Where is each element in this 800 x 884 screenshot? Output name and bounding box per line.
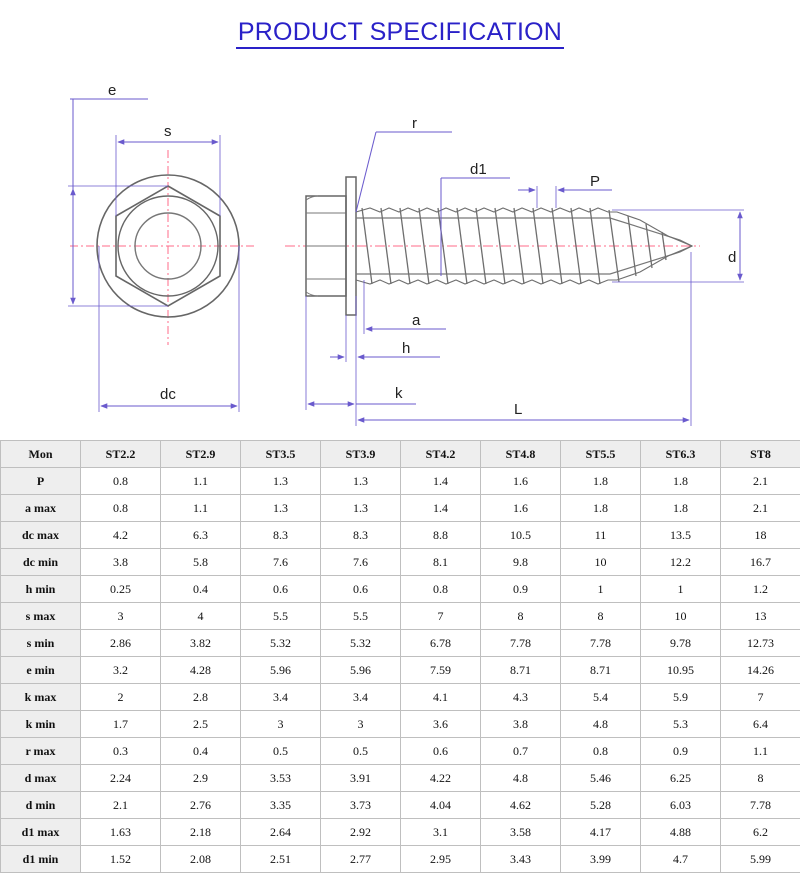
table-cell: 6.4 — [721, 711, 800, 738]
table-cell: 9.8 — [481, 549, 561, 576]
table-cell: 3.6 — [401, 711, 481, 738]
table-cell: 3 — [81, 603, 161, 630]
table-cell: 5.5 — [321, 603, 401, 630]
table-cell: 2.64 — [241, 819, 321, 846]
table-cell: 8.8 — [401, 522, 481, 549]
table-cell: 7.78 — [481, 630, 561, 657]
column-header-st3-5: ST3.5 — [241, 441, 321, 468]
table-cell: 2.95 — [401, 846, 481, 873]
table-cell: 7.6 — [321, 549, 401, 576]
table-cell: 4 — [161, 603, 241, 630]
table-cell: 4.28 — [161, 657, 241, 684]
table-header-row — [1, 441, 800, 468]
table-cell: 2.08 — [161, 846, 241, 873]
table-cell: 0.25 — [81, 576, 161, 603]
table-cell: 10.5 — [481, 522, 561, 549]
table-cell: 1.8 — [561, 468, 641, 495]
table-cell: 3.8 — [81, 549, 161, 576]
table-cell: 8 — [481, 603, 561, 630]
table-cell: 1 — [561, 576, 641, 603]
table-cell: 2.86 — [81, 630, 161, 657]
table-cell: 0.7 — [481, 738, 561, 765]
table-cell: 2.51 — [241, 846, 321, 873]
table-cell: 5.96 — [241, 657, 321, 684]
table-cell: 1.6 — [481, 468, 561, 495]
table-cell: 0.4 — [161, 576, 241, 603]
table-row — [1, 576, 800, 603]
table-cell: 0.3 — [81, 738, 161, 765]
row-label: e min — [1, 657, 81, 684]
column-header-st4-2: ST4.2 — [401, 441, 481, 468]
table-row — [1, 657, 800, 684]
row-label: s min — [1, 630, 81, 657]
dim-label-P: P — [590, 173, 601, 190]
table-cell: 5.46 — [561, 765, 641, 792]
column-header-st5-5: ST5.5 — [561, 441, 641, 468]
table-cell: 1.2 — [721, 576, 800, 603]
table-cell: 0.4 — [161, 738, 241, 765]
table-cell: 5.28 — [561, 792, 641, 819]
dim-label-a: a — [412, 312, 421, 329]
table-cell: 5.32 — [241, 630, 321, 657]
table-cell: 3.4 — [241, 684, 321, 711]
column-header-st2-2: ST2.2 — [81, 441, 161, 468]
table-cell: 4.22 — [401, 765, 481, 792]
table-row — [1, 468, 800, 495]
table-cell: 4.88 — [641, 819, 721, 846]
table-cell: 1.1 — [161, 495, 241, 522]
column-header-st8: ST8 — [721, 441, 800, 468]
table-cell: 4.2 — [81, 522, 161, 549]
table-cell: 0.9 — [641, 738, 721, 765]
table-row — [1, 603, 800, 630]
table-cell: 1.1 — [721, 738, 800, 765]
table-cell: 2.18 — [161, 819, 241, 846]
table-cell: 1 — [641, 576, 721, 603]
table-row — [1, 522, 800, 549]
row-label: r max — [1, 738, 81, 765]
table-row — [1, 711, 800, 738]
table-cell: 0.6 — [401, 738, 481, 765]
table-cell: 7.78 — [561, 630, 641, 657]
table-cell: 0.8 — [561, 738, 641, 765]
table-cell: 2.24 — [81, 765, 161, 792]
table-cell: 6.2 — [721, 819, 800, 846]
table-cell: 1.63 — [81, 819, 161, 846]
row-label: dc min — [1, 549, 81, 576]
table-cell: 2 — [81, 684, 161, 711]
table-cell: 1.3 — [241, 495, 321, 522]
table-cell: 4.3 — [481, 684, 561, 711]
dim-label-r: r — [412, 115, 417, 132]
table-cell: 0.6 — [241, 576, 321, 603]
screw-technical-drawing — [0, 0, 800, 440]
table-cell: 1.7 — [81, 711, 161, 738]
table-cell: 7.59 — [401, 657, 481, 684]
table-row — [1, 549, 800, 576]
table-cell: 3.2 — [81, 657, 161, 684]
table-cell: 6.25 — [641, 765, 721, 792]
table-cell: 5.8 — [161, 549, 241, 576]
table-cell: 8 — [561, 603, 641, 630]
row-label: dc max — [1, 522, 81, 549]
table-row — [1, 765, 800, 792]
column-header-st4-8: ST4.8 — [481, 441, 561, 468]
row-label: d1 min — [1, 846, 81, 873]
table-cell: 10.95 — [641, 657, 721, 684]
table-cell: 5.96 — [321, 657, 401, 684]
table-cell: 5.9 — [641, 684, 721, 711]
table-row — [1, 819, 800, 846]
table-cell: 6.03 — [641, 792, 721, 819]
table-cell: 0.8 — [401, 576, 481, 603]
table-cell: 3.73 — [321, 792, 401, 819]
dim-label-s: s — [164, 123, 172, 140]
table-cell: 4.04 — [401, 792, 481, 819]
column-header-st6-3: ST6.3 — [641, 441, 721, 468]
side-view — [285, 115, 744, 426]
table-cell: 2.9 — [161, 765, 241, 792]
table-cell: 3.91 — [321, 765, 401, 792]
table-cell: 1.8 — [561, 495, 641, 522]
table-row — [1, 846, 800, 873]
table-cell: 1.4 — [401, 495, 481, 522]
table-cell: 2.1 — [81, 792, 161, 819]
table-cell: 8 — [721, 765, 800, 792]
table-cell: 0.6 — [321, 576, 401, 603]
table-cell: 12.2 — [641, 549, 721, 576]
end-view — [68, 82, 256, 412]
table-cell: 0.5 — [321, 738, 401, 765]
table-cell: 8.71 — [561, 657, 641, 684]
column-header-st2-9: ST2.9 — [161, 441, 241, 468]
table-cell: 6.78 — [401, 630, 481, 657]
table-cell: 2.8 — [161, 684, 241, 711]
table-cell: 1.4 — [401, 468, 481, 495]
table-cell: 1.3 — [321, 495, 401, 522]
table-corner-cell: Mon — [1, 441, 81, 468]
table-cell: 0.9 — [481, 576, 561, 603]
table-cell: 3 — [321, 711, 401, 738]
table-cell: 13.5 — [641, 522, 721, 549]
row-label: P — [1, 468, 81, 495]
table-cell: 0.8 — [81, 495, 161, 522]
table-cell: 4.17 — [561, 819, 641, 846]
table-cell: 3.53 — [241, 765, 321, 792]
table-cell: 1.1 — [161, 468, 241, 495]
row-label: a max — [1, 495, 81, 522]
dim-label-h: h — [402, 340, 411, 357]
table-cell: 2.92 — [321, 819, 401, 846]
table-cell: 8.3 — [241, 522, 321, 549]
column-header-st3-9: ST3.9 — [321, 441, 401, 468]
table-cell: 3.8 — [481, 711, 561, 738]
table-cell: 6.3 — [161, 522, 241, 549]
table-cell: 18 — [721, 522, 800, 549]
table-cell: 3.99 — [561, 846, 641, 873]
table-cell: 4.1 — [401, 684, 481, 711]
table-cell: 1.6 — [481, 495, 561, 522]
table-cell: 4.62 — [481, 792, 561, 819]
table-cell: 8.3 — [321, 522, 401, 549]
table-cell: 3.58 — [481, 819, 561, 846]
table-cell: 3 — [241, 711, 321, 738]
table-cell: 7 — [401, 603, 481, 630]
table-cell: 8.71 — [481, 657, 561, 684]
row-label: d max — [1, 765, 81, 792]
table-cell: 4.8 — [481, 765, 561, 792]
table-cell: 14.26 — [721, 657, 800, 684]
table-cell: 11 — [561, 522, 641, 549]
table-cell: 2.5 — [161, 711, 241, 738]
table-cell: 13 — [721, 603, 800, 630]
table-cell: 12.73 — [721, 630, 800, 657]
specification-table — [0, 440, 800, 873]
table-cell: 1.3 — [241, 468, 321, 495]
table-cell: 0.8 — [81, 468, 161, 495]
dim-label-dc: dc — [160, 386, 176, 403]
table-cell: 0.5 — [241, 738, 321, 765]
table-cell: 5.4 — [561, 684, 641, 711]
table-body — [1, 468, 800, 873]
dim-label-L: L — [514, 401, 523, 418]
row-label: d min — [1, 792, 81, 819]
table-cell: 1.3 — [321, 468, 401, 495]
table-cell: 7.78 — [721, 792, 800, 819]
table-row — [1, 684, 800, 711]
table-cell: 3.1 — [401, 819, 481, 846]
table-cell: 5.3 — [641, 711, 721, 738]
row-label: k max — [1, 684, 81, 711]
table-cell: 5.99 — [721, 846, 800, 873]
table-cell: 3.35 — [241, 792, 321, 819]
table-cell: 2.1 — [721, 495, 800, 522]
table-cell: 9.78 — [641, 630, 721, 657]
dim-label-d: d — [728, 249, 737, 266]
table-cell: 3.82 — [161, 630, 241, 657]
table-cell: 10 — [641, 603, 721, 630]
table-cell: 4.7 — [641, 846, 721, 873]
table-cell: 16.7 — [721, 549, 800, 576]
table-row — [1, 630, 800, 657]
dim-label-k: k — [395, 385, 403, 402]
table-cell: 3.4 — [321, 684, 401, 711]
row-label: d1 max — [1, 819, 81, 846]
page-title-text: PRODUCT SPECIFICATION — [236, 18, 564, 49]
table-row — [1, 738, 800, 765]
table-cell: 2.77 — [321, 846, 401, 873]
table-cell: 7.6 — [241, 549, 321, 576]
table-cell: 8.1 — [401, 549, 481, 576]
row-label: s max — [1, 603, 81, 630]
row-label: h min — [1, 576, 81, 603]
table-cell: 7 — [721, 684, 800, 711]
table-cell: 1.8 — [641, 468, 721, 495]
dim-label-e: e — [108, 82, 117, 99]
table-cell: 2.76 — [161, 792, 241, 819]
table-cell: 1.52 — [81, 846, 161, 873]
row-label: k min — [1, 711, 81, 738]
table-cell: 1.8 — [641, 495, 721, 522]
table-row — [1, 495, 800, 522]
table-cell: 5.32 — [321, 630, 401, 657]
table-cell: 4.8 — [561, 711, 641, 738]
table-row — [1, 792, 800, 819]
table-cell: 5.5 — [241, 603, 321, 630]
dim-label-d1: d1 — [470, 161, 487, 178]
table-cell: 3.43 — [481, 846, 561, 873]
table-cell: 2.1 — [721, 468, 800, 495]
table-cell: 10 — [561, 549, 641, 576]
